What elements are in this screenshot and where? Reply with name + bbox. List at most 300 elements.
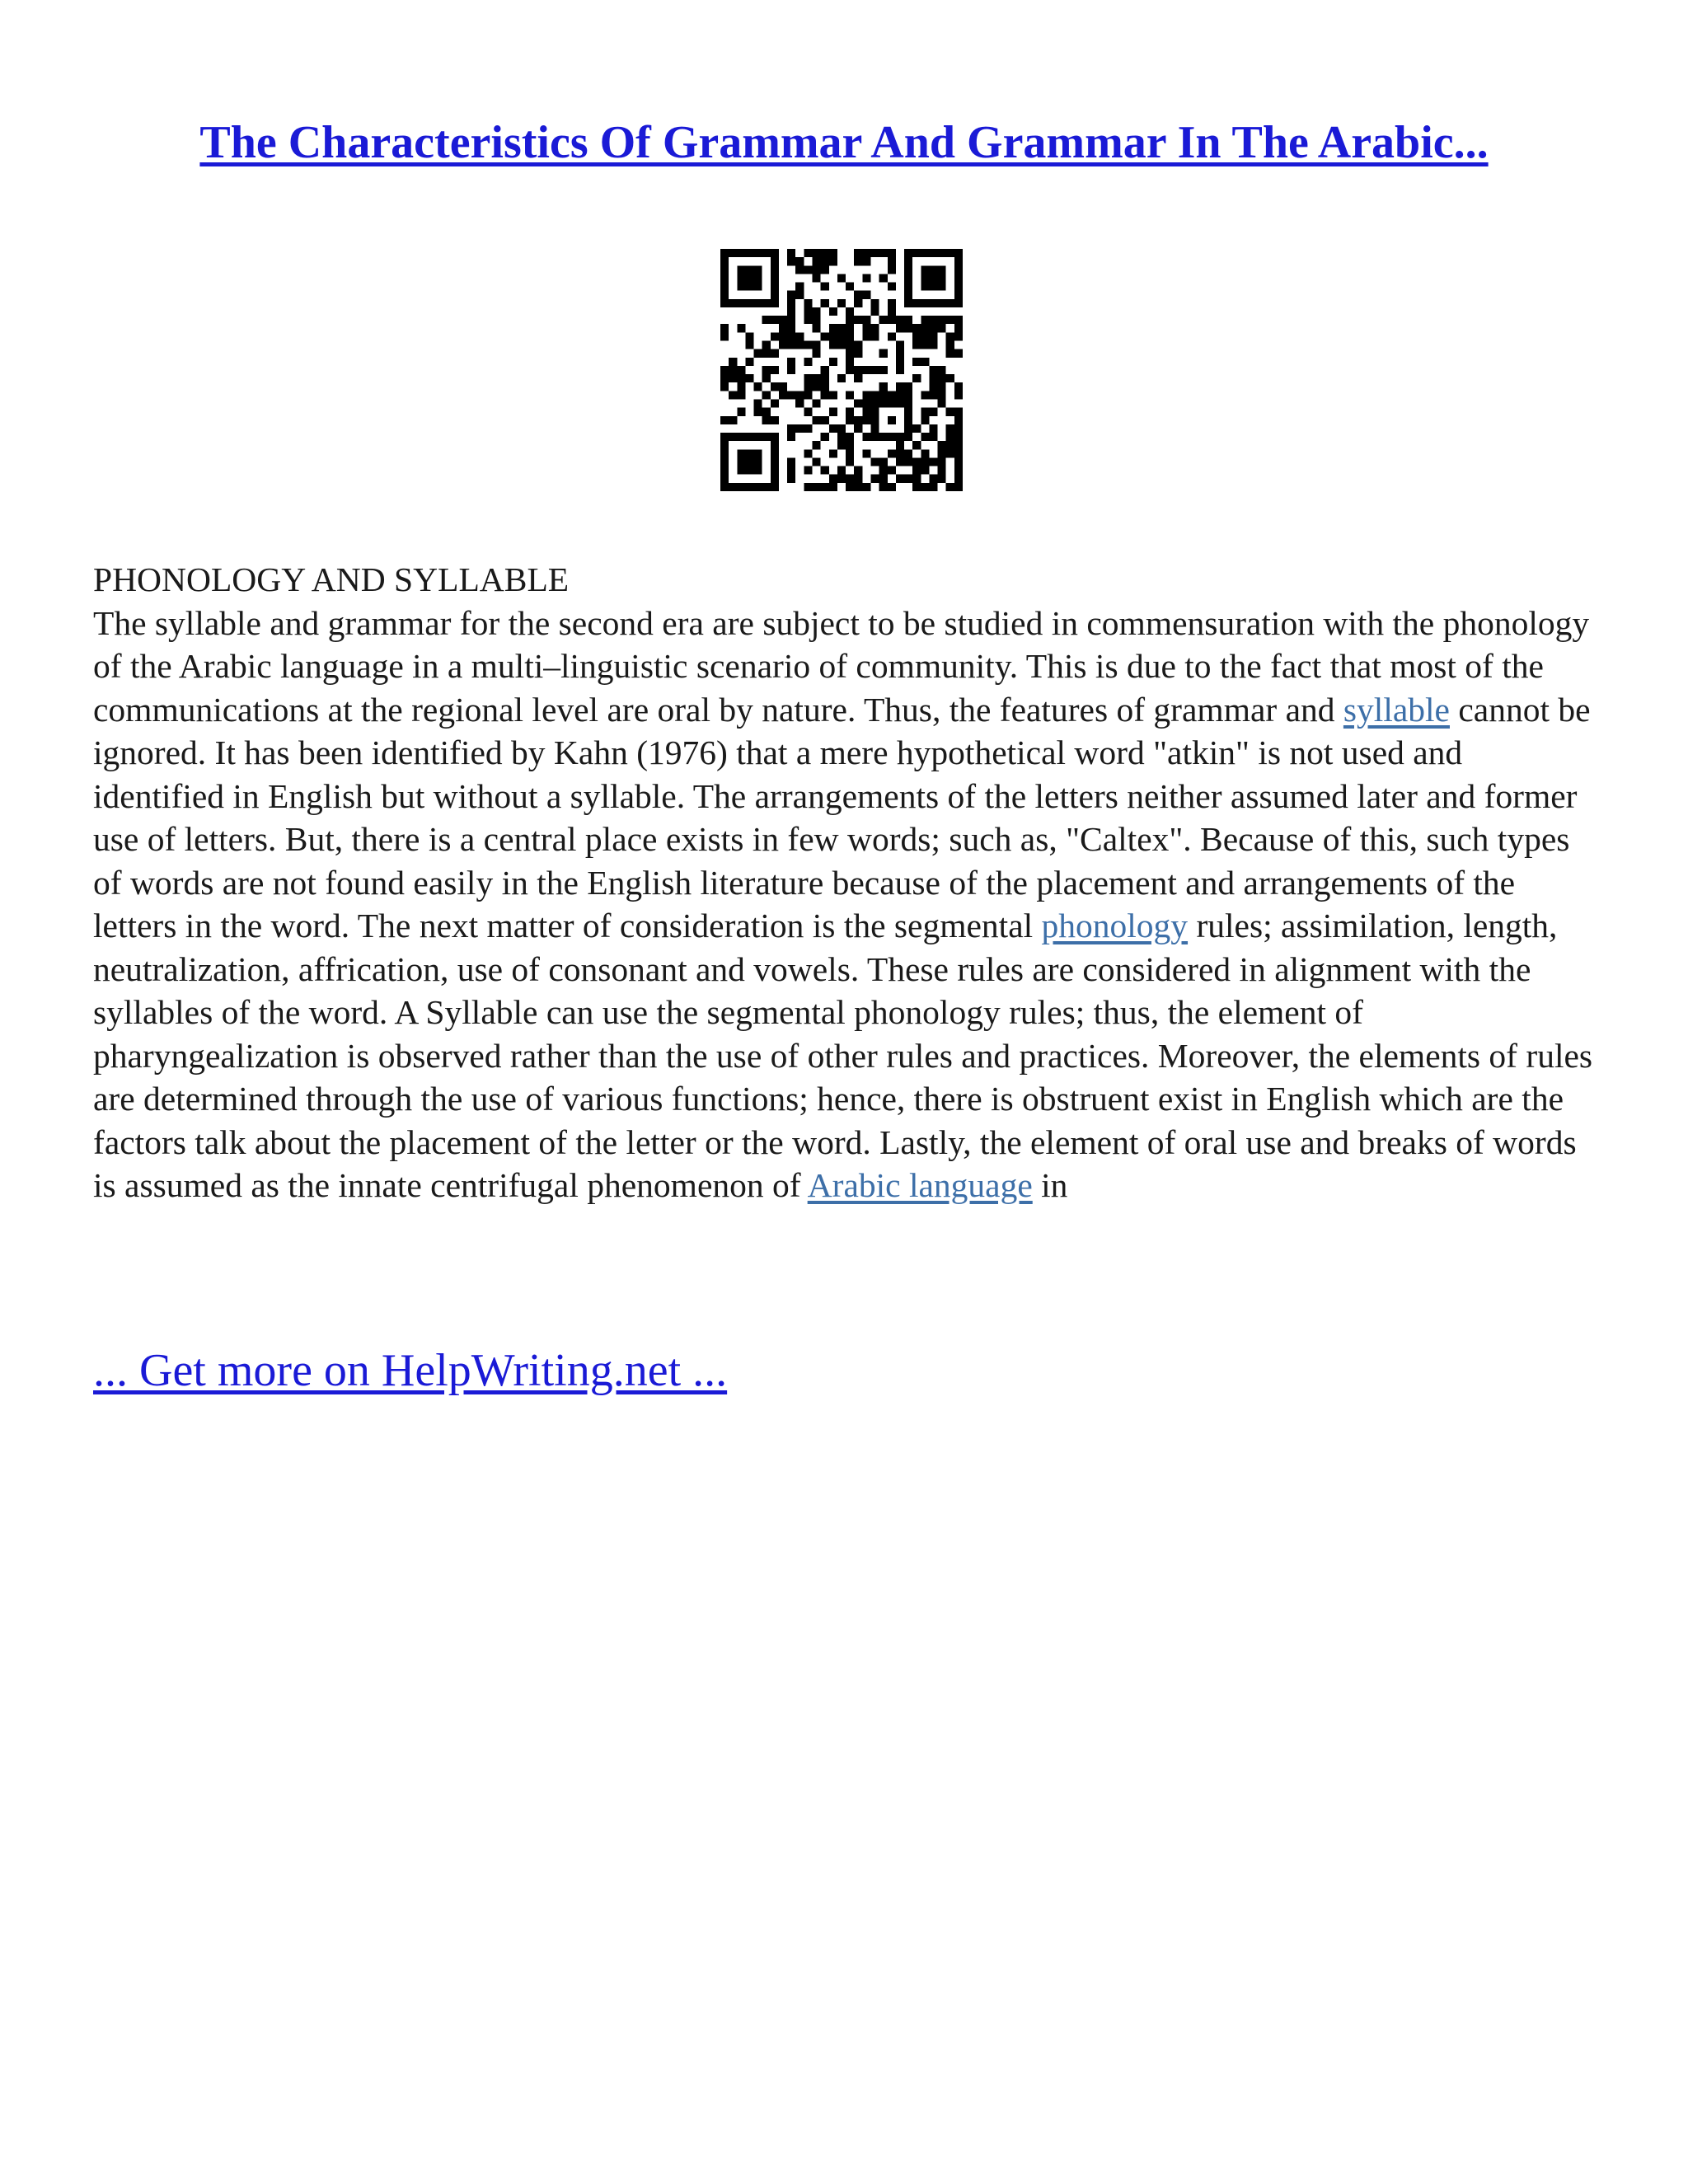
- qr-module: [846, 349, 854, 358]
- qr-module: [729, 358, 737, 366]
- qr-module: [904, 299, 912, 307]
- qr-module: [954, 249, 963, 257]
- qr-module: [720, 416, 729, 424]
- qr-module: [720, 274, 729, 282]
- qr-module: [904, 249, 912, 257]
- qr-module: [813, 374, 821, 382]
- qr-module: [754, 265, 762, 274]
- qr-module: [854, 374, 862, 382]
- qr-module: [896, 358, 904, 366]
- qr-module: [954, 299, 963, 307]
- qr-module: [912, 374, 921, 382]
- qr-module: [787, 332, 795, 340]
- qr-module: [896, 399, 904, 407]
- qr-module: [904, 449, 912, 457]
- qr-module: [754, 283, 762, 291]
- qr-module: [888, 466, 896, 475]
- qr-module: [821, 283, 829, 291]
- qr-module: [862, 391, 870, 399]
- qr-module: [879, 466, 888, 475]
- qr-module: [737, 374, 745, 382]
- qr-module: [771, 299, 779, 307]
- qr-module: [829, 249, 837, 257]
- qr-module: [870, 249, 879, 257]
- qr-module: [720, 441, 729, 449]
- qr-module: [762, 366, 771, 374]
- qr-module: [929, 424, 937, 433]
- qr-module: [787, 341, 795, 349]
- qr-module: [879, 391, 888, 399]
- qr-module: [787, 466, 795, 475]
- qr-module: [929, 433, 937, 441]
- qr-module: [795, 291, 804, 299]
- qr-module: [754, 457, 762, 466]
- qr-module: [787, 457, 795, 466]
- qr-module: [787, 257, 795, 265]
- qr-module: [862, 257, 870, 265]
- qr-module: [862, 416, 870, 424]
- qr-module: [729, 433, 737, 441]
- qr-module: [762, 408, 771, 416]
- qr-module: [862, 324, 870, 332]
- qr-module: [804, 449, 812, 457]
- qr-module: [938, 391, 946, 399]
- qr-module: [771, 466, 779, 475]
- qr-module: [912, 299, 921, 307]
- qr-module: [954, 441, 963, 449]
- qr-module: [813, 382, 821, 391]
- qr-module: [862, 408, 870, 416]
- qr-module: [745, 466, 753, 475]
- qr-module: [888, 257, 896, 265]
- qr-module: [912, 249, 921, 257]
- qr-module: [862, 291, 870, 299]
- qr-module: [754, 349, 762, 358]
- qr-module: [938, 475, 946, 483]
- qr-module: [879, 249, 888, 257]
- qr-module: [921, 316, 929, 324]
- qr-module: [896, 366, 904, 374]
- qr-module: [771, 257, 779, 265]
- qr-module: [879, 433, 888, 441]
- paragraph-text-1: The syllable and grammar for the second era are subject to be studied in commensuration with the phonology of the Arabic language in a multi–linguistic scenario of community. This is due to the fact that most of the communications at the regional level are oral by nature. Thus, the features of grammar and: [93, 603, 1590, 729]
- qr-module: [821, 374, 829, 382]
- qr-module: [821, 366, 829, 374]
- qr-module: [888, 265, 896, 274]
- qr-module: [821, 433, 829, 441]
- qr-module: [854, 366, 862, 374]
- qr-module: [745, 332, 753, 340]
- qr-module: [921, 283, 929, 291]
- qr-module: [954, 424, 963, 433]
- qr-module: [912, 475, 921, 483]
- qr-module: [762, 483, 771, 491]
- qr-module: [946, 349, 954, 358]
- qr-module: [954, 316, 963, 324]
- qr-module: [912, 332, 921, 340]
- qr-module: [862, 483, 870, 491]
- qr-module: [804, 316, 812, 324]
- qr-module: [771, 366, 779, 374]
- qr-module: [737, 265, 745, 274]
- qr-module: [821, 483, 829, 491]
- qr-module: [737, 283, 745, 291]
- qr-module: [846, 358, 854, 366]
- qr-module: [896, 433, 904, 441]
- qr-module: [929, 249, 937, 257]
- qr-module: [912, 341, 921, 349]
- qr-module: [720, 449, 729, 457]
- qr-module: [795, 265, 804, 274]
- qr-module: [870, 324, 879, 332]
- qr-module: [813, 274, 821, 282]
- qr-module: [829, 424, 837, 433]
- qr-module: [888, 307, 896, 316]
- qr-module: [779, 391, 787, 399]
- qr-module: [787, 358, 795, 366]
- qr-module: [762, 299, 771, 307]
- qr-module: [762, 416, 771, 424]
- qr-module: [787, 299, 795, 307]
- qr-module: [921, 433, 929, 441]
- qr-module: [921, 249, 929, 257]
- qr-module: [771, 483, 779, 491]
- qr-module: [888, 449, 896, 457]
- qr-module: [804, 265, 812, 274]
- qr-module: [720, 265, 729, 274]
- qr-module: [938, 374, 946, 382]
- qr-module: [720, 291, 729, 299]
- qr-module: [813, 399, 821, 407]
- qr-module: [745, 433, 753, 441]
- qr-module: [729, 299, 737, 307]
- qr-module: [729, 366, 737, 374]
- qr-module: [846, 283, 854, 291]
- qr-module: [754, 274, 762, 282]
- qr-module: [745, 283, 753, 291]
- qr-module: [720, 299, 729, 307]
- qr-module: [762, 341, 771, 349]
- qr-module: [829, 483, 837, 491]
- qr-module: [754, 449, 762, 457]
- arabic-language-link[interactable]: Arabic language: [807, 1166, 1033, 1204]
- qr-module: [946, 483, 954, 491]
- qr-module: [946, 341, 954, 349]
- qr-module: [771, 441, 779, 449]
- qr-module: [771, 433, 779, 441]
- qr-module: [813, 265, 821, 274]
- qr-module: [896, 382, 904, 391]
- qr-module: [904, 416, 912, 424]
- qr-module: [837, 475, 846, 483]
- qr-module: [804, 358, 812, 366]
- qr-module: [720, 249, 729, 257]
- qr-module: [720, 332, 729, 340]
- qr-module: [938, 441, 946, 449]
- qr-module: [954, 291, 963, 299]
- qr-module: [787, 291, 795, 299]
- qr-module: [813, 441, 821, 449]
- qr-module: [954, 265, 963, 274]
- qr-module: [854, 483, 862, 491]
- qr-module: [813, 457, 821, 466]
- qr-module: [938, 324, 946, 332]
- qr-module: [870, 408, 879, 416]
- qr-module: [904, 433, 912, 441]
- qr-module: [904, 424, 912, 433]
- qr-module: [729, 374, 737, 382]
- qr-code-graphic: [720, 249, 963, 491]
- qr-module: [745, 341, 753, 349]
- qr-module: [754, 249, 762, 257]
- qr-module: [896, 449, 904, 457]
- qr-module: [737, 433, 745, 441]
- qr-module: [854, 475, 862, 483]
- qr-module: [854, 299, 862, 307]
- syllable-link[interactable]: syllable: [1343, 690, 1450, 729]
- qr-module: [929, 341, 937, 349]
- qr-module: [929, 457, 937, 466]
- qr-module: [879, 316, 888, 324]
- qr-module: [804, 424, 812, 433]
- qr-module: [904, 265, 912, 274]
- qr-module: [795, 424, 804, 433]
- qr-module: [879, 366, 888, 374]
- qr-module: [762, 433, 771, 441]
- qr-module: [787, 366, 795, 374]
- qr-module: [813, 257, 821, 265]
- qr-module: [938, 316, 946, 324]
- qr-module: [862, 274, 870, 282]
- qr-module: [745, 274, 753, 282]
- qr-module: [870, 299, 879, 307]
- qr-module: [737, 408, 745, 416]
- qr-module: [804, 249, 812, 257]
- qr-module: [737, 449, 745, 457]
- qr-module: [929, 408, 937, 416]
- qr-module: [946, 299, 954, 307]
- qr-module: [854, 257, 862, 265]
- qr-module: [771, 475, 779, 483]
- qr-module: [745, 299, 753, 307]
- qr-module: [720, 283, 729, 291]
- qr-module: [870, 416, 879, 424]
- qr-module: [929, 274, 937, 282]
- qr-module: [896, 441, 904, 449]
- qr-module: [870, 457, 879, 466]
- qr-module: [737, 466, 745, 475]
- qr-module: [829, 358, 837, 366]
- qr-module: [804, 466, 812, 475]
- qr-module: [921, 408, 929, 416]
- qr-module: [896, 391, 904, 399]
- qr-module: [854, 249, 862, 257]
- section-heading: PHONOLOGY AND SYLLABLE: [93, 560, 570, 598]
- qr-module: [954, 483, 963, 491]
- qr-module: [912, 441, 921, 449]
- qr-module: [954, 332, 963, 340]
- qr-module: [787, 316, 795, 324]
- qr-module: [912, 324, 921, 332]
- qr-module: [745, 449, 753, 457]
- qr-module: [954, 391, 963, 399]
- more-link-container: [93, 1342, 727, 1399]
- qr-module: [787, 391, 795, 399]
- qr-module: [862, 449, 870, 457]
- qr-module: [754, 299, 762, 307]
- qr-module: [954, 475, 963, 483]
- qr-module: [829, 475, 837, 483]
- qr-module: [921, 457, 929, 466]
- qr-module: [795, 399, 804, 407]
- qr-module: [854, 424, 862, 433]
- qr-module: [954, 466, 963, 475]
- qr-module: [888, 299, 896, 307]
- qr-module: [771, 265, 779, 274]
- qr-module: [946, 449, 954, 457]
- qr-module: [929, 332, 937, 340]
- qr-module: [829, 408, 837, 416]
- qr-module: [854, 399, 862, 407]
- qr-module: [946, 332, 954, 340]
- qr-module: [938, 299, 946, 307]
- qr-module: [879, 274, 888, 282]
- qr-module: [846, 433, 854, 441]
- qr-module: [896, 316, 904, 324]
- qr-module: [888, 483, 896, 491]
- qr-module: [912, 424, 921, 433]
- qr-module: [954, 257, 963, 265]
- qr-module: [837, 341, 846, 349]
- qr-module: [912, 466, 921, 475]
- qr-module: [854, 341, 862, 349]
- qr-module: [888, 316, 896, 324]
- qr-module: [821, 249, 829, 257]
- qr-module: [954, 457, 963, 466]
- qr-module: [938, 274, 946, 282]
- qr-module: [779, 382, 787, 391]
- qr-module: [821, 391, 829, 399]
- qr-module: [896, 475, 904, 483]
- qr-module: [787, 424, 795, 433]
- qr-module: [946, 374, 954, 382]
- qr-module: [720, 433, 729, 441]
- qr-module: [771, 449, 779, 457]
- qr-module: [787, 324, 795, 332]
- qr-module: [737, 299, 745, 307]
- qr-module: [745, 249, 753, 257]
- qr-module: [729, 249, 737, 257]
- qr-module: [938, 366, 946, 374]
- qr-module: [929, 316, 937, 324]
- qr-module: [779, 316, 787, 324]
- qr-module: [729, 416, 737, 424]
- qr-module: [954, 324, 963, 332]
- qr-module: [929, 475, 937, 483]
- qr-module: [720, 382, 729, 391]
- qr-module: [745, 358, 753, 366]
- qr-module: [870, 399, 879, 407]
- document-title: [0, 114, 1688, 171]
- qr-module: [921, 332, 929, 340]
- qr-module: [737, 324, 745, 332]
- qr-module: [813, 349, 821, 358]
- qr-module: [804, 408, 812, 416]
- qr-module: [938, 283, 946, 291]
- phonology-link[interactable]: phonology: [1041, 907, 1189, 944]
- qr-module: [854, 466, 862, 475]
- qr-module: [720, 366, 729, 374]
- qr-module: [813, 316, 821, 324]
- qr-module: [804, 382, 812, 391]
- qr-module: [904, 399, 912, 407]
- qr-module: [888, 332, 896, 340]
- qr-module: [862, 399, 870, 407]
- qr-module: [938, 249, 946, 257]
- qr-module: [938, 449, 946, 457]
- qr-module: [795, 283, 804, 291]
- qr-module: [954, 416, 963, 424]
- qr-module: [837, 274, 846, 282]
- qr-module: [754, 433, 762, 441]
- qr-module: [879, 475, 888, 483]
- qr-module: [921, 449, 929, 457]
- qr-module: [921, 416, 929, 424]
- qr-module: [762, 391, 771, 399]
- qr-module: [846, 441, 854, 449]
- title-link[interactable]: The Characteristics Of Grammar And Grammar In The Arabic...: [199, 117, 1489, 168]
- qr-module: [921, 324, 929, 332]
- qr-module: [737, 457, 745, 466]
- qr-module: [829, 257, 837, 265]
- qr-module: [862, 332, 870, 340]
- qr-module: [829, 341, 837, 349]
- qr-module: [954, 408, 963, 416]
- qr-module: [837, 374, 846, 382]
- qr-module: [737, 391, 745, 399]
- qr-module: [779, 341, 787, 349]
- qr-module: [954, 433, 963, 441]
- qr-module: [921, 341, 929, 349]
- qr-module: [929, 382, 937, 391]
- qr-module: [954, 449, 963, 457]
- qr-module: [813, 341, 821, 349]
- qr-module: [737, 483, 745, 491]
- qr-module: [904, 257, 912, 265]
- paragraph-text-3: rules; assimilation, length, neutralization, affrication, use of consonant and vowels. These rules are considered in alignment with the syllables of the word. A Syllable can use the segmental phonology rules; thus, the element of pharyngealization is observed rather than the use of other rules and practices. Moreover, the elements of rules are determined through the use of various functions; hence, there is obstruent exist in English which are the factors talk about the placement of the letter or the word. Lastly, the element of oral use and breaks of words is assumed as the innate centrifugal phenomenon of: [93, 907, 1593, 1204]
- qr-module: [938, 265, 946, 274]
- qr-module: [829, 449, 837, 457]
- qr-module: [870, 332, 879, 340]
- qr-module: [771, 316, 779, 324]
- qr-module: [896, 324, 904, 332]
- qr-code-icon: [720, 249, 963, 491]
- qr-module: [862, 433, 870, 441]
- qr-module: [870, 424, 879, 433]
- qr-module: [954, 349, 963, 358]
- qr-module: [896, 341, 904, 349]
- qr-module: [771, 291, 779, 299]
- qr-module: [896, 349, 904, 358]
- qr-module: [846, 408, 854, 416]
- paragraph-text-2: cannot be ignored. It has been identified by Kahn (1976) that a mere hypothetical word "atkin" is not used and identified in English but without a syllable. The arrangements of the letters neither assumed later and former use of letters. But, there is a central place exists in few words; such as, "Caltex". Because of this, such types of words are not found easily in the English literature because of the placement and arrangements of the letters in the word. The next matter of consideration is the segmental: [93, 690, 1591, 944]
- qr-module: [879, 399, 888, 407]
- qr-module: [729, 391, 737, 399]
- qr-module: [912, 483, 921, 491]
- qr-module: [938, 457, 946, 466]
- get-more-link[interactable]: ... Get more on HelpWriting.net ...: [93, 1345, 728, 1396]
- qr-module: [821, 265, 829, 274]
